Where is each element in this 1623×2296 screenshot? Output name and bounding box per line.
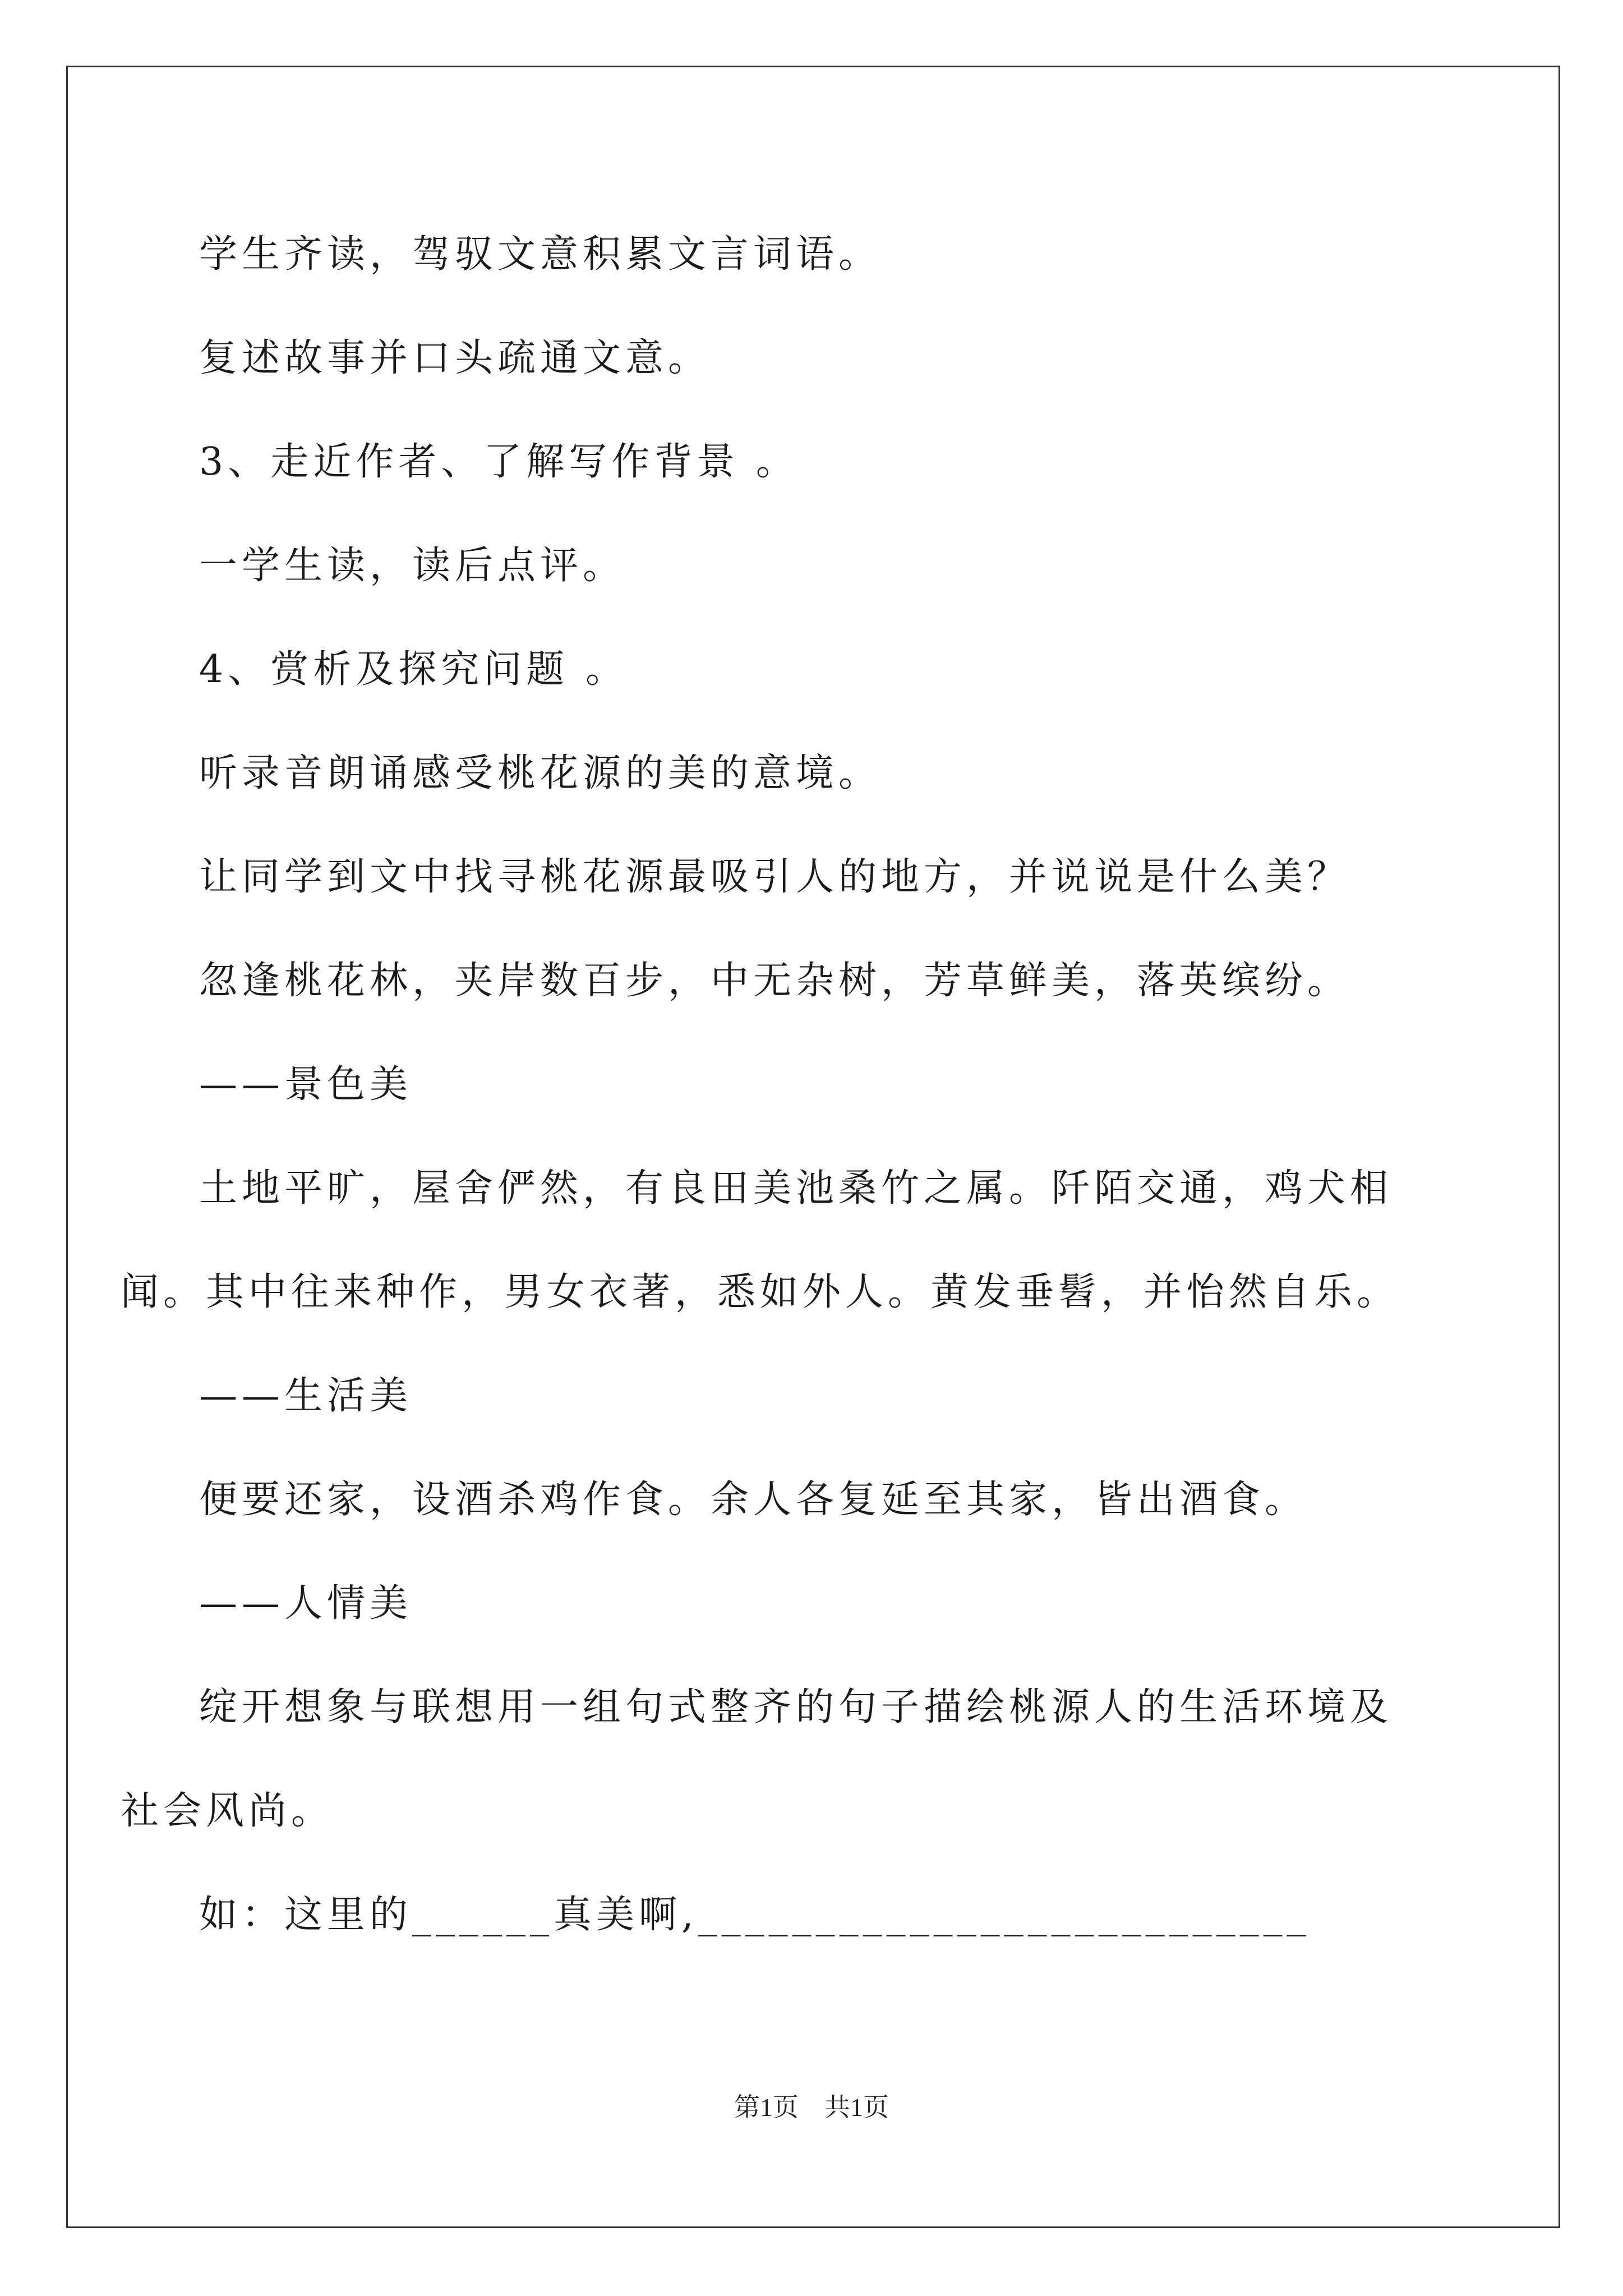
page-footer: 第1页 共1页 [734,2093,889,2122]
text-line: 4、赏析及探究问题 。 [199,647,628,692]
text-line: 土地平旷，屋舍俨然，有良田美池桑竹之属。阡陌交通，鸡犬相 [199,1166,1393,1211]
text-line: 闻。其中往来种作，男女衣著，悉如外人。黄发垂髫，并怡然自乐。 [121,1270,1400,1314]
text-line: 便要还家，设酒杀鸡作食。余人各复延至其家，皆出酒食。 [199,1478,1308,1522]
text-line: 如：这里的______真美啊,__________________________ [199,1893,1311,1937]
text-line: ——景色美 [199,1062,413,1107]
text-line: 绽开想象与联想用一组句式整齐的句子描绘桃源人的生活环境及 [199,1685,1393,1729]
text-line: 学生齐读，驾驭文意积累文言词语。 [199,232,882,277]
text-line: ——人情美 [199,1581,413,1626]
text-line: 一学生读，读后点评。 [199,544,626,588]
text-line: ——生活美 [199,1374,413,1418]
text-line: 3、走近作者、了解写作背景 。 [199,440,799,484]
text-line: 听录音朗诵感受桃花源的美的意境。 [199,751,882,795]
text-line: 复述故事并口头疏通文意。 [199,336,711,380]
text-line: 让同学到文中找寻桃花源最吸引人的地方，并说说是什么美？ [199,855,1350,899]
text-line: 社会风尚。 [121,1789,334,1833]
text-line: 忽逢桃花林，夹岸数百步，中无杂树，芳草鲜美，落英缤纷。 [199,959,1350,1003]
